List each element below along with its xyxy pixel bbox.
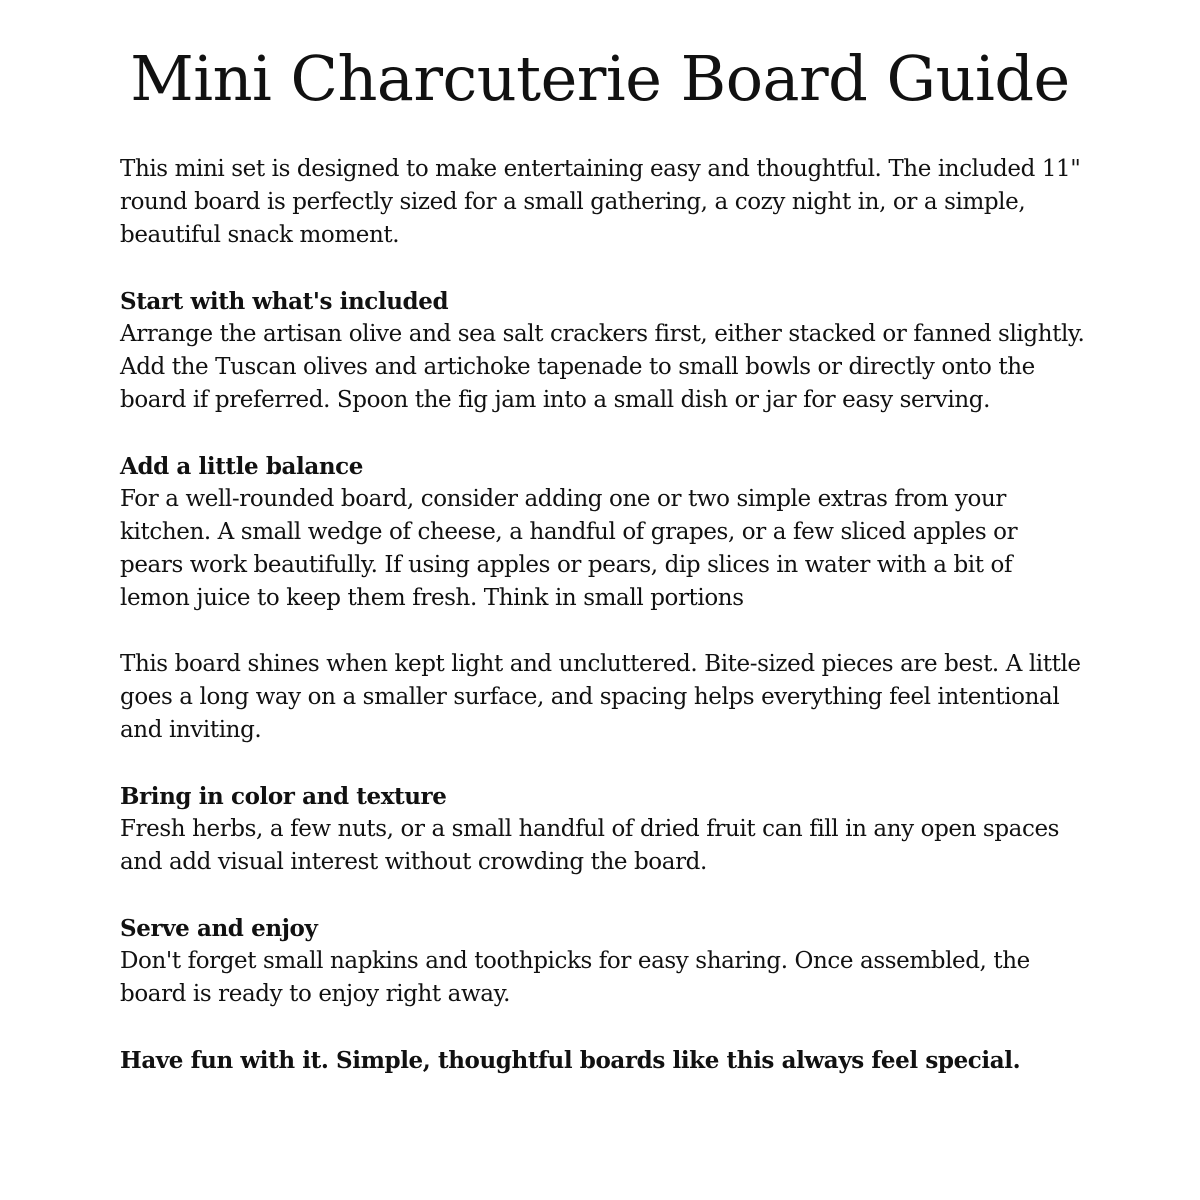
section-text: This board shines when kept light and uncluttered. Bite-sized pieces are best. A little goes a long way on a smaller surface, and spacing helps everything feel intentional and inviting.	[120, 651, 1081, 743]
page-title: Mini Charcuterie Board Guide	[130, 42, 1070, 115]
section-board-shines	[120, 648, 1085, 747]
section-bring-in-color-and-texture	[120, 780, 1085, 879]
section-text: Fresh herbs, a few nuts, or a small handful of dried fruit can fill in any open spaces and add visual interest without crowding the board.	[120, 816, 1060, 875]
section-heading: Start with what's included	[120, 288, 449, 315]
section-text: For a well-rounded board, consider adding one or two simple extras from your kitchen. A small wedge of cheese, a handful of grapes, or a few sliced apples or pears work beautifully. If using apples or pears, dip slices in water with a bit of lemon juice to keep them fresh. Think in small portions	[120, 486, 1018, 611]
section-serve-and-enjoy	[120, 912, 1085, 1011]
section-text: Don't forget small napkins and toothpicks for easy sharing. Once assembled, the board is ready to enjoy right away.	[120, 948, 1030, 1007]
document-body	[120, 153, 1085, 1077]
section-add-a-little-balance	[120, 450, 1085, 615]
section-start-with-whats-included	[120, 285, 1085, 417]
section-heading: Add a little balance	[120, 453, 364, 480]
intro-paragraph: This mini set is designed to make entertaining easy and thoughtful. The included 11" round board is perfectly sized for a small gathering, a cozy night in, or a simple, beautiful snack moment.	[120, 156, 1081, 248]
section-heading: Bring in color and texture	[120, 783, 447, 810]
section-text: Arrange the artisan olive and sea salt crackers first, either stacked or fanned slightly. Add the Tuscan olives and artichoke tapenade to small bowls or directly onto the board if preferred. Spoon the fig jam into a small dish or jar for easy serving.	[120, 321, 1085, 413]
section-heading: Serve and enjoy	[120, 915, 318, 942]
closing-line: Have fun with it. Simple, thoughtful boards like this always feel special.	[120, 1047, 1021, 1074]
